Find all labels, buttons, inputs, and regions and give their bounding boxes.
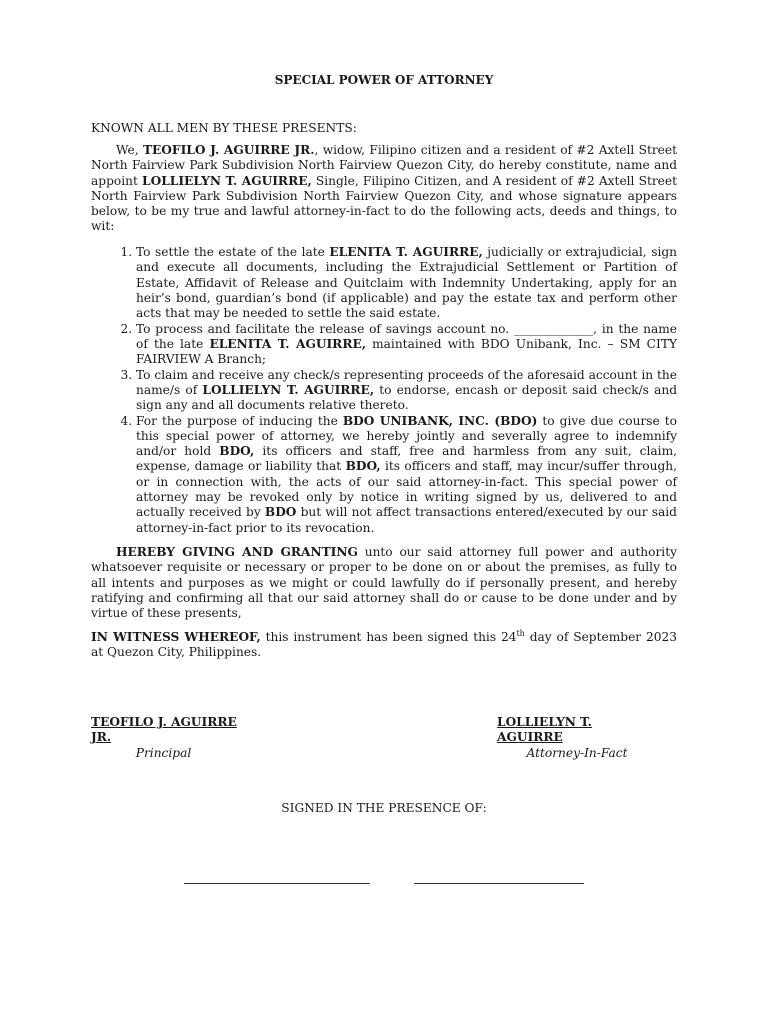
witness-text: this instrument has been signed this 24 — [260, 630, 517, 644]
item-text: its officers and staff, free and harmless from any suit, claim, expense, damage or liability that — [136, 444, 677, 474]
list-item — [136, 368, 677, 414]
list-item — [136, 322, 677, 368]
item-text: To process and facilitate the release of savings account no. _____________, in the name of the late — [136, 321, 677, 351]
attorney-name: LOLLIELYN T. AGUIRRE, — [142, 173, 312, 188]
item-text: to give due course to this special power of attorney, we hereby jointly and severally agree to indemnify and/or hold — [136, 413, 677, 459]
item-text: To claim and receive any check/s representing proceeds of the aforesaid account in the name/s of — [136, 367, 677, 397]
intro-text-1: We, — [116, 143, 143, 157]
granting-lead: HEREBY GIVING AND GRANTING — [116, 545, 358, 559]
presence-label: SIGNED IN THE PRESENCE OF: — [281, 801, 487, 815]
principal-name: TEOFILO J. AGUIRRE JR. — [142, 143, 315, 157]
document-title: SPECIAL POWER OF ATTORNEY — [274, 73, 494, 87]
witness-signature-line — [184, 883, 370, 884]
item-text: to endorse, encash or deposit said check/s and sign any and all documents relative thereto. — [136, 382, 677, 413]
list-item — [136, 414, 677, 536]
item-text: To settle the estate of the late — [136, 245, 330, 259]
ordinal-suffix: th — [516, 628, 525, 638]
salutation: KNOWN ALL MEN BY THESE PRESENTS: — [91, 121, 357, 135]
item-bold: BDO, — [345, 459, 381, 474]
intro-text-3: Single, Filipino Citizen, and A resident of #2 Axtell Street North Fairview Park Subdivision North Fairview Quezon City, and whose signature appears below, to be my true and lawful attorney-in-fact to do the following acts, deeds and things, to wit: — [91, 173, 678, 234]
item-bold: ELENITA T. AGUIRRE, — [209, 336, 366, 351]
item-text: but will not affect transactions entered/executed by our said attorney-in-fact prior to its revocation. — [136, 505, 677, 535]
acts-list — [91, 245, 677, 536]
intro-paragraph — [91, 143, 677, 235]
item-text: For the purpose of inducing the — [136, 413, 343, 428]
item-bold: LOLLIELYN T. AGUIRRE, — [202, 382, 375, 397]
item-bold: BDO UNIBANK, INC. (BDO) — [342, 413, 538, 428]
item-text: its officers and staff, may incur/suffer through, or in connection with, the acts of our said attorney-in-fact. This special power of attorney may be revoked only by notice in writing signed by us, delivered to and actually received by — [136, 459, 677, 520]
witness-lead: IN WITNESS WHEREOF, — [91, 630, 261, 644]
item-bold: BDO, — [219, 444, 255, 459]
item-bold: BDO — [264, 505, 297, 520]
attorney-signature-block — [497, 715, 657, 761]
item-text: maintained with BDO Unibank, Inc. – SM CITY FAIRVIEW A Branch; — [136, 336, 677, 367]
granting-text: unto our said attorney full power and authority whatsoever requisite or necessary or proper to be done on or about the premises, as fully to all intents and purposes as we might or could lawfully do if personally present, and hereby ratifying and confirming all that our said attorney shall do or cause to be done under and by virtue of these presents, — [91, 545, 677, 621]
principal-signature-block — [91, 715, 256, 761]
intro-text-2: , widow, Filipino citizen and a resident of #2 Axtell Street North Fairview Park Subdivision North Fairview Quezon City, do hereby constitute, name and appoint — [91, 143, 677, 188]
witness-paragraph — [91, 630, 677, 661]
principal-role: Principal — [135, 745, 192, 760]
item-text: judicially or extrajudicial, sign and execute all documents, including the Extrajudicial Settlement or Partition of Estate, Affidavit of Release and Quitclaim with Indemnity Undertaking, apply for an heir’s bond, guardian’s bond (if applicable) and pay the estate tax and perform other acts that may be needed to settle the said estate. — [136, 245, 677, 321]
witness-text-end: day of September 2023 at Quezon City, Philippines. — [91, 630, 677, 660]
attorney-role: Attorney-In-Fact — [526, 745, 628, 760]
item-bold: ELENITA T. AGUIRRE, — [329, 245, 483, 259]
attorney-signature-name: LOLLIELYN T. AGUIRRE — [497, 715, 592, 745]
witness-signature-line — [414, 883, 584, 884]
granting-paragraph — [91, 545, 677, 621]
principal-signature-name: TEOFILO J. AGUIRRE JR. — [91, 715, 237, 745]
list-item — [136, 245, 677, 321]
